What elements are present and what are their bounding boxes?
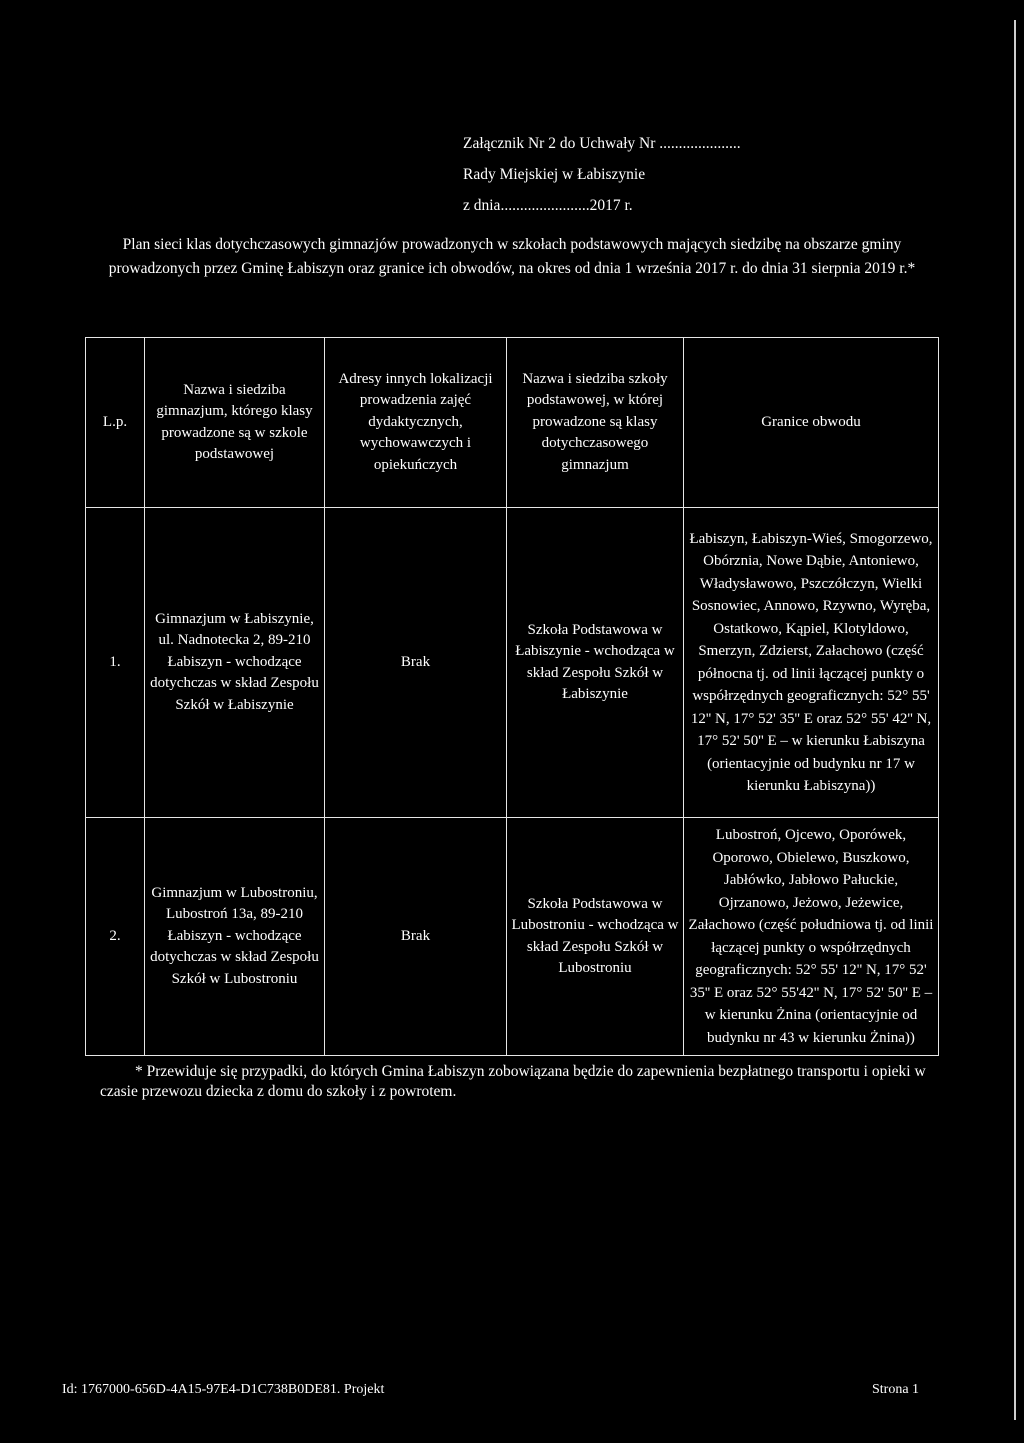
cell-adresy: Brak [325,818,507,1056]
council-line: Rady Miejskiej w Łabiszynie [463,166,646,183]
cell-adresy: Brak [325,508,507,818]
attachment-line: Załącznik Nr 2 do Uchwały Nr ..................... [463,135,741,152]
cell-szkola: Szkoła Podstawowa w Lubostroniu - wchodząca w skład Zespołu Szkół w Lubostroniu [507,818,684,1056]
cell-lp: 2. [86,818,145,1056]
cell-szkola: Szkoła Podstawowa w Łabiszynie - wchodząca w skład Zespołu Szkół w Łabiszynie [507,508,684,818]
cell-lp: 1. [86,508,145,818]
scan-border-line [1014,20,1016,1420]
document-title: Plan sieci klas dotychczasowych gimnazjów prowadzonych w szkołach podstawowych mających siedzibę na obszarze gminy prowadzonych przez Gminę Łabiszyn oraz granice ich obwodów, na okres od dnia 1 września 2017 r. do dnia 31 sierpnia 2019 r.* [108,236,916,277]
attachment-header [463,128,883,221]
cell-gimnazjum: Gimnazjum w Łabiszynie, ul. Nadnotecka 2, 89-210 Łabiszyn - wchodzące dotychczas w skład Zespołu Szkół w Łabiszynie [145,508,325,818]
footnote-text: * Przewiduje się przypadki, do których Gmina Łabiszyn zobowiązana będzie do zapewnienia bezpłatnego transportu i opieki w czasie przewozu dziecka z domu do szkoły i z powrotem. [100,1063,926,1100]
date-line: z dnia.......................2017 r. [463,197,633,214]
table-header-row [86,338,939,508]
table-row [86,818,939,1056]
footnote [100,1062,940,1102]
cell-granice: Lubostroń, Ojcewo, Oporówek, Oporowo, Obielewo, Buszkowo, Jabłówko, Jabłowo Pałuckie, Ojrzanowo, Jeżowo, Jeżewice, Załachowo (część południowa tj. od linii łączącej punkty o współrzędnych geograficznych: 52° 55' 12'' N, 17° 52' 35'' E oraz 52° 55'42'' N, 17° 52' 50'' E – w kierunku Żnina (orientacyjnie od budynku nr 43 w kierunku Żnina)) [684,818,939,1056]
header-szkola: Nazwa i siedziba szkoły podstawowej, w której prowadzone są klasy dotychczasowego gimnazjum [507,338,684,508]
header-gimnazjum: Nazwa i siedziba gimnazjum, którego klasy prowadzone są w szkole podstawowej [145,338,325,508]
document-id: Id: 1767000-656D-4A15-97E4-D1C738B0DE81. Projekt [62,1382,385,1397]
header-granice: Granice obwodu [684,338,939,508]
cell-granice: Łabiszyn, Łabiszyn-Wieś, Smogorzewo, Obórznia, Nowe Dąbie, Antoniewo, Władysławowo, Pszczółczyn, Wielki Sosnowiec, Annowo, Rzywno, Wyręba, Ostatkowo, Kąpiel, Klotyldowo, Smerzyn, Zdzierst, Załachowo (część północna tj. od linii łączącej punkty o współrzędnych geograficznych: 52° 55' 12'' N, 17° 52' 35'' E oraz 52° 55' 42'' N, 17° 52' 50'' E – w kierunku Łabiszyna (orientacyjnie od budynku nr 17 w kierunku Łabiszyna)) [684,508,939,818]
header-adresy: Adresy innych lokalizacji prowadzenia zajęć dydaktycznych, wychowawczych i opiekuńczych [325,338,507,508]
school-network-table [85,337,939,1056]
table-row [86,508,939,818]
page-number: Strona 1 [872,1382,920,1397]
header-lp: L.p. [86,338,145,508]
cell-gimnazjum: Gimnazjum w Lubostroniu, Lubostroń 13a, 89-210 Łabiszyn - wchodzące dotychczas w skład Zespołu Szkół w Lubostroniu [145,818,325,1056]
